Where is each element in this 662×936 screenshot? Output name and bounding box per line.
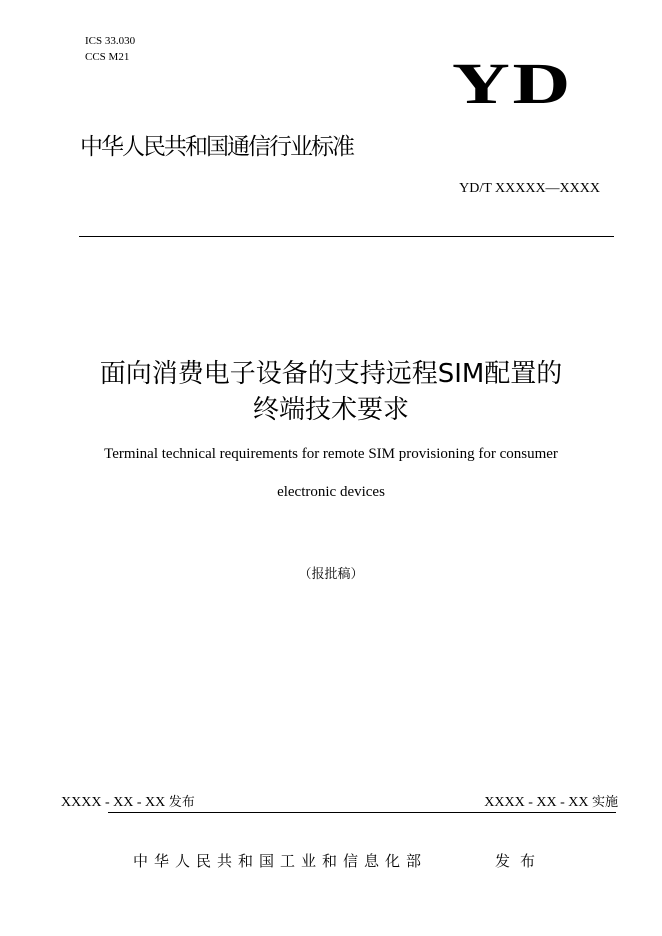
implement-label: 实施	[591, 795, 618, 810]
implement-date	[484, 794, 618, 812]
bottom-divider	[108, 812, 616, 813]
publish-label: 发布	[168, 795, 195, 810]
issue-label: 发布	[495, 852, 546, 870]
standard-number: YD/T XXXXX—XXXX	[459, 181, 600, 196]
implement-date-value: XXXX - XX - XX	[484, 795, 589, 810]
ics-code: ICS 33.030	[85, 35, 136, 47]
document-title-en-line2: electronic devices	[277, 484, 385, 500]
top-divider	[79, 236, 614, 237]
draft-status: （报批稿）	[298, 567, 364, 582]
document-title-en-line1: Terminal technical requirements for remote SIM provisioning for consumer	[104, 446, 558, 462]
document-title-cn-line1: 面向消费电子设备的支持远程SIM配置的	[99, 359, 563, 389]
yd-logo: YD	[452, 51, 574, 116]
publish-date	[61, 794, 195, 812]
ccs-code: CCS M21	[85, 51, 130, 63]
publish-date-value: XXXX - XX - XX	[61, 795, 166, 810]
industry-standard-title: 中华人民共和国通信行业标准	[80, 134, 353, 160]
document-title-cn-line2: 终端技术要求	[252, 395, 409, 425]
issuing-authority: 中华人民共和国工业和信息化部	[133, 852, 428, 870]
